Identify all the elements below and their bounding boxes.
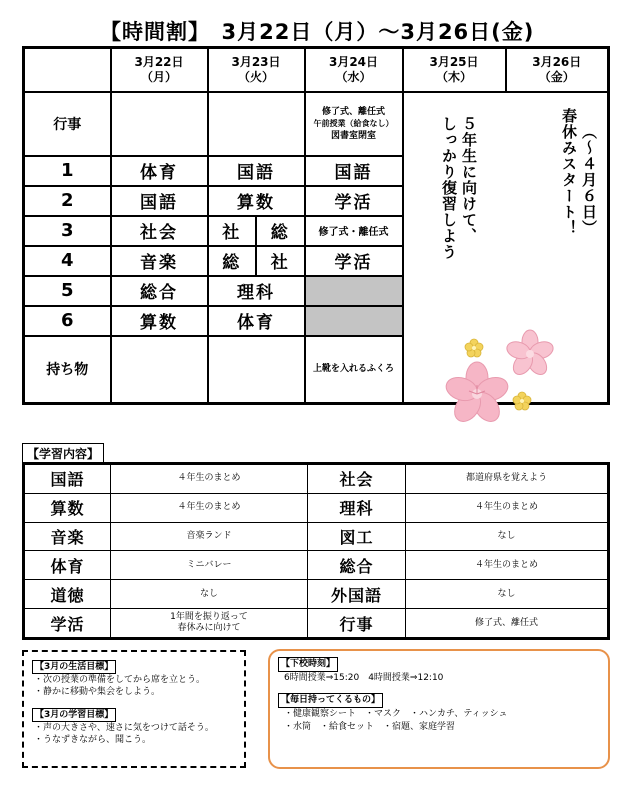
day-header-thu: 3月25日 （木） [403, 48, 506, 92]
p4-tue [208, 246, 305, 276]
period-3: 3 [24, 216, 111, 246]
day-header-tue: 3月23日 （火） [208, 48, 305, 92]
p2-mon: 国語 [111, 186, 208, 216]
p1-tue: 国語 [208, 156, 305, 186]
study-subject: 理科 [308, 493, 406, 522]
day-header-fri: 3月26日 （金） [506, 48, 609, 92]
p2-tue: 算数 [208, 186, 305, 216]
study-subject: 総合 [308, 551, 406, 580]
study-subject: 行事 [308, 609, 406, 639]
study-subject: 道徳 [24, 580, 111, 609]
blossom-yellow-2 [513, 392, 531, 410]
blossom-medium [505, 330, 556, 378]
cherry-blossom-icon [432, 296, 562, 446]
period-4: 4 [24, 246, 111, 276]
study-desc: ミニバレー [111, 551, 308, 580]
info-box [268, 649, 610, 769]
gyoji-mon [111, 92, 208, 156]
gyoji-tue [208, 92, 305, 156]
study-subject: 社会 [308, 464, 406, 494]
study-desc: ４年生のまとめ [111, 493, 308, 522]
p2-wed: 学活 [305, 186, 403, 216]
mochimono-tue [208, 336, 305, 404]
life-goal-item: ・静かに移動や集会をしよう。 [34, 687, 161, 697]
study-row [24, 493, 609, 522]
study-subject: 学活 [24, 609, 111, 639]
study-row [24, 551, 609, 580]
monthly-goals-box [22, 650, 246, 768]
study-subject: 外国語 [308, 580, 406, 609]
study-row [24, 580, 609, 609]
page-title: 【時間割】 3月22日（月）～3月26日(金) [100, 20, 535, 44]
daily-items-line: ・健康観察シート ・マスク ・ハンカチ、ティッシュ [284, 709, 508, 719]
study-subject: 体育 [24, 551, 111, 580]
study-desc: なし [406, 580, 609, 609]
dismissal-heading: 【下校時刻】 [278, 657, 338, 672]
study-desc: ４年生のまとめ [111, 464, 308, 494]
p6-mon: 算数 [111, 306, 208, 336]
period-5: 5 [24, 276, 111, 306]
life-goal-heading: 【3月の生活目標】 [32, 660, 116, 674]
p6-tue: 体育 [208, 306, 305, 336]
study-goal-item: ・声の大きさや、速さに気をつけて話そう。 [34, 723, 214, 733]
p4-tue-b: 社 [255, 247, 304, 275]
blossom-yellow-1 [465, 339, 483, 357]
day-header-mon: 3月22日 （月） [111, 48, 208, 92]
period-2: 2 [24, 186, 111, 216]
p3-tue-b: 総 [255, 217, 304, 245]
p3-tue-a: 社 [222, 223, 242, 243]
study-desc: ４年生のまとめ [406, 551, 609, 580]
row-label-gyoji: 行事 [24, 92, 111, 156]
study-desc: 修了式、離任式 [406, 609, 609, 639]
study-row [24, 464, 609, 494]
mochimono-wed: 上靴を入れるふくろ [305, 336, 403, 404]
p1-wed: 国語 [305, 156, 403, 186]
gyoji-wed: 修了式、離任式 午前授業（給食なし） 図書室閉室 [305, 92, 403, 156]
study-row [24, 522, 609, 551]
study-table [22, 462, 607, 640]
study-row [24, 609, 609, 639]
p3-wed: 修了式・離任式 [305, 216, 403, 246]
message-spring-break: 春休みスタート！ （～４月６日） [560, 108, 598, 236]
p5-tue: 理科 [208, 276, 305, 306]
study-desc: なし [111, 580, 308, 609]
p3-mon: 社会 [111, 216, 208, 246]
day-header-wed: 3月24日 （水） [305, 48, 403, 92]
study-subject: 算数 [24, 493, 111, 522]
study-goal-item: ・うなずきながら、聞こう。 [34, 735, 152, 745]
p5-wed [305, 276, 403, 306]
study-section-label: 【学習内容】 [22, 443, 104, 463]
p3-tue [208, 216, 305, 246]
row-label-mochimono: 持ち物 [24, 336, 111, 404]
message-review: ５年生に向けて、 しっかり復習しよう [440, 116, 478, 260]
study-subject: 図工 [308, 522, 406, 551]
study-desc: ４年生のまとめ [406, 493, 609, 522]
p4-mon: 音楽 [111, 246, 208, 276]
study-subject: 音楽 [24, 522, 111, 551]
timetable [22, 46, 607, 404]
p1-mon: 体育 [111, 156, 208, 186]
p4-tue-a: 総 [222, 253, 242, 273]
study-desc: なし [406, 522, 609, 551]
daily-items-heading: 【毎日持ってくるもの】 [278, 693, 383, 708]
study-subject: 国語 [24, 464, 111, 494]
study-goal-heading: 【3月の学習目標】 [32, 708, 116, 722]
daily-items-line: ・水筒 ・給食セット ・宿題、家庭学習 [284, 722, 456, 732]
period-1: 1 [24, 156, 111, 186]
blossom-large [443, 362, 511, 426]
dismissal-times: 6時間授業⇒15:20 4時間授業⇒12:10 [284, 673, 444, 683]
p5-mon: 総合 [111, 276, 208, 306]
p6-wed [305, 306, 403, 336]
study-desc: 1年間を振り返って 春休みに向けて [111, 609, 308, 639]
life-goal-item: ・次の授業の準備をしてから席を立とう。 [34, 675, 206, 685]
study-desc: 都道府県を覚えよう [406, 464, 609, 494]
mochimono-mon [111, 336, 208, 404]
period-6: 6 [24, 306, 111, 336]
p4-wed: 学活 [305, 246, 403, 276]
study-desc: 音楽ランド [111, 522, 308, 551]
corner-cell [24, 48, 111, 92]
